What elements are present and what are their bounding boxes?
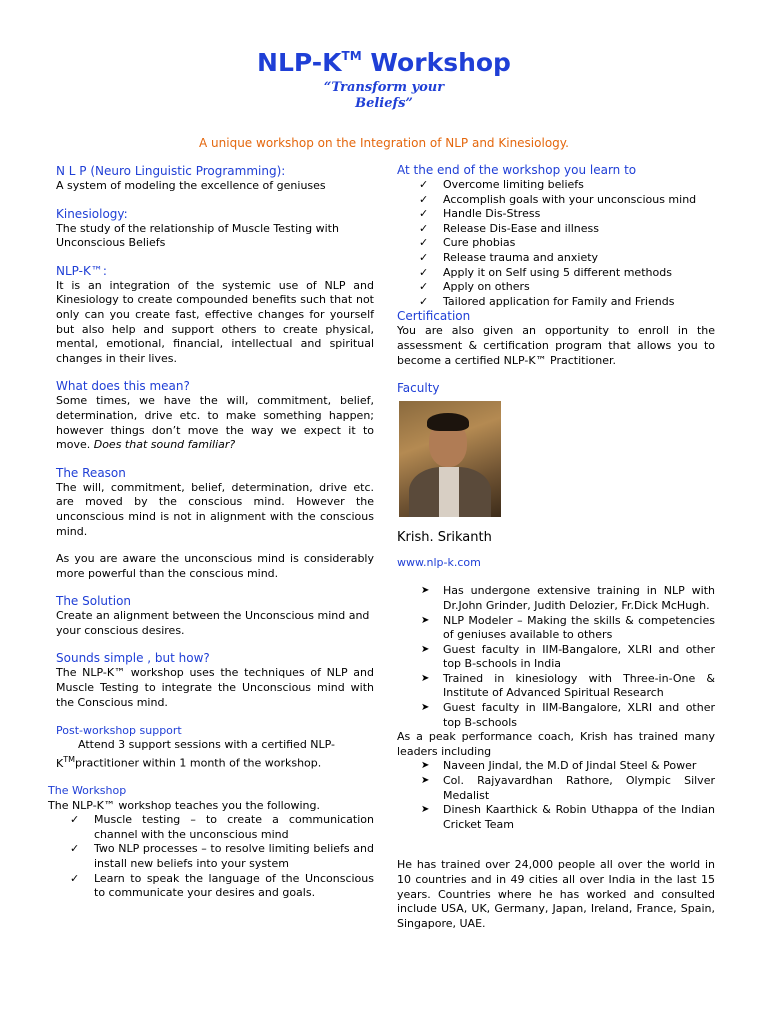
list-item	[421, 759, 715, 774]
list-item-text: Accomplish goals with your unconscious mind	[443, 192, 697, 206]
list-item	[419, 236, 715, 251]
check-icon: ✓	[419, 280, 429, 294]
tagline-line2: Beliefs”	[355, 96, 413, 111]
website-link[interactable]: www.nlp-k.com	[397, 555, 481, 569]
page-title	[0, 48, 768, 77]
faculty-name: Krish. Srikanth	[397, 530, 492, 546]
list-item-text: Release Dis-Ease and illness	[443, 221, 599, 235]
check-icon: ✓	[70, 871, 80, 885]
list-item	[421, 643, 715, 672]
list-item	[419, 266, 715, 281]
list-item-text: Handle Dis-Stress	[443, 207, 541, 221]
how-heading: Sounds simple , but how?	[56, 651, 210, 666]
arrow-icon: ➤	[421, 804, 430, 816]
check-icon: ✓	[419, 250, 429, 264]
check-icon: ✓	[419, 221, 429, 235]
nlp-text: A system of modeling the excellence of geniuses	[56, 179, 326, 192]
learn-heading: At the end of the workshop you learn to	[397, 163, 637, 177]
subtitle: A unique workshop on the Integration of NLP and Kinesiology.	[199, 136, 569, 150]
certification-heading: Certification	[397, 309, 471, 324]
nlpk-heading: NLP-K™:	[56, 263, 107, 278]
faculty-heading: Faculty	[397, 381, 440, 396]
arrow-icon: ➤	[421, 614, 430, 626]
list-item	[421, 672, 715, 701]
title-tm: TM	[341, 49, 362, 63]
tagline-line1: “Transform your	[323, 80, 445, 95]
list-item	[419, 251, 715, 266]
list-item-text: Muscle testing – to create a communication channel with the unconscious mind	[94, 813, 374, 841]
arrow-icon: ➤	[421, 643, 430, 655]
post-workshop-heading: Post-workshop support	[56, 724, 182, 738]
list-item-text: Apply on others	[443, 280, 530, 294]
arrow-icon: ➤	[421, 672, 430, 684]
check-icon: ✓	[70, 842, 80, 856]
workshop-heading: The Workshop	[48, 784, 127, 798]
check-icon: ✓	[419, 207, 429, 221]
workshop-list	[56, 813, 374, 901]
meaning-text-italic: Does that sound familiar?	[93, 438, 236, 452]
post-workshop-text	[56, 738, 374, 771]
trained-text: He has trained over 24,000 people all over the world in 10 countries and in 49 cities all over India in the last 15 years. Countries where he has worked and consulted include USA, UK, Germany, Japan, Ireland, France, Spain, Singapore, UAE.	[397, 858, 715, 930]
arrow-icon: ➤	[421, 585, 430, 597]
nlp-heading: N L P (Neuro Linguistic Programming):	[56, 164, 286, 178]
check-icon: ✓	[419, 192, 429, 206]
kinesiology-heading: Kinesiology:	[56, 206, 128, 221]
list-item-text: Guest faculty in IIM-Bangalore, XLRI and other top B-schools in India	[443, 642, 715, 671]
check-icon: ✓	[70, 813, 80, 827]
check-icon: ✓	[419, 294, 429, 308]
arrow-icon: ➤	[421, 775, 430, 787]
list-item	[421, 803, 715, 832]
list-item-text: Has undergone extensive training in NLP with Dr.John Grinder, Judith Delozier, Fr.Dick McHugh.	[443, 584, 715, 612]
solution-heading: The Solution	[56, 594, 132, 609]
list-item	[419, 222, 715, 237]
list-item	[421, 701, 715, 730]
list-item-text: Tailored application for Family and Friends	[443, 294, 675, 308]
list-item	[421, 774, 715, 803]
meaning-heading: What does this mean?	[56, 379, 190, 394]
list-item-text: Overcome limiting beliefs	[443, 178, 584, 191]
left-column	[48, 164, 374, 901]
list-item-text: Learn to speak the language of the Unconscious to communicate your desires and goals.	[94, 871, 374, 900]
list-item-text: Release trauma and anxiety	[443, 250, 599, 264]
reason-text-2: As you are aware the unconscious mind is considerably more powerful than the conscious mind.	[56, 552, 374, 580]
learn-list	[397, 178, 715, 309]
check-icon: ✓	[419, 236, 429, 250]
arrow-icon: ➤	[421, 760, 430, 772]
reason-heading: The Reason	[56, 465, 126, 480]
meaning-text-body: Some times, we have the will, commitment, belief, determination, drive etc. to make something happen; however things don’t move the way we expect it to move.	[56, 394, 374, 452]
title-main: NLP-K	[257, 48, 342, 77]
reason-text-1: The will, commitment, belief, determination, drive etc. are moved by the conscious mind. However the unconscious mind is not in alignment with the conscious mind.	[56, 480, 374, 538]
title-rest: Workshop	[361, 48, 511, 77]
how-text: The NLP-K™ workshop uses the techniques of NLP and Muscle Testing to integrate the Unconscious mind with the Conscious mind.	[56, 666, 374, 709]
list-item	[70, 842, 374, 871]
list-item-text: Dinesh Kaarthick & Robin Uthappa of the Indian Cricket Team	[443, 803, 715, 831]
check-icon: ✓	[419, 265, 429, 279]
right-column	[397, 163, 715, 931]
list-item-text: NLP Modeler – Making the skills & competencies of geniuses available to others	[443, 613, 715, 642]
list-item	[419, 295, 715, 310]
solution-text: Create an alignment between the Unconscious mind and your conscious desires.	[56, 609, 370, 637]
nlpk-text: It is an integration of the systemic use of NLP and Kinesiology to create compounded benefits such that not only can you create fast, effective changes for yourself but also help and support others to create physical, mental, emotional, financial, intellectual and spiritual changes in their lives.	[56, 278, 374, 365]
arrow-icon: ➤	[421, 702, 430, 714]
post-workshop-text-1: Attend 3 support sessions with a certified NLP-K	[56, 738, 336, 770]
coach-text: As a peak performance coach, Krish has trained many leaders including	[397, 730, 715, 758]
list-item	[419, 280, 715, 295]
list-item-text: Apply it on Self using 5 different methods	[443, 265, 672, 279]
post-workshop-text-2: practitioner within 1 month of the workshop.	[75, 756, 322, 770]
faculty-photo	[399, 401, 501, 517]
post-workshop-tm: TM	[63, 754, 76, 764]
list-item	[421, 614, 715, 643]
kinesiology-text: The study of the relationship of Muscle Testing with Unconscious Beliefs	[56, 221, 339, 250]
meaning-text	[56, 394, 374, 452]
list-item-text: Two NLP processes – to resolve limiting beliefs and install new beliefs into your system	[94, 842, 374, 871]
list-item-text: Guest faculty in IIM-Bangalore, XLRI and other top B-schools	[443, 701, 715, 729]
list-item	[421, 584, 715, 613]
list-item	[419, 178, 715, 193]
list-item	[419, 207, 715, 222]
workshop-intro: The NLP-K™ workshop teaches you the following.	[48, 798, 320, 812]
list-item	[70, 813, 374, 842]
certification-text: You are also given an opportunity to enroll in the assessment & certification program that allows you to become a certified NLP-K™ Practitioner.	[397, 324, 715, 367]
list-item-text: Trained in kinesiology with Three-in-One & Institute of Advanced Spiritual Research	[443, 671, 715, 700]
list-item	[70, 872, 374, 901]
list-item-text: Col. Rajyavardhan Rathore, Olympic Silver Medalist	[443, 774, 715, 802]
list-item-text: Cure phobias	[443, 236, 516, 250]
check-icon: ✓	[419, 178, 429, 191]
list-item	[419, 193, 715, 208]
credentials-list	[397, 584, 715, 730]
list-item-text: Naveen Jindal, the M.D of Jindal Steel & Power	[443, 759, 697, 773]
leaders-list	[397, 759, 715, 832]
